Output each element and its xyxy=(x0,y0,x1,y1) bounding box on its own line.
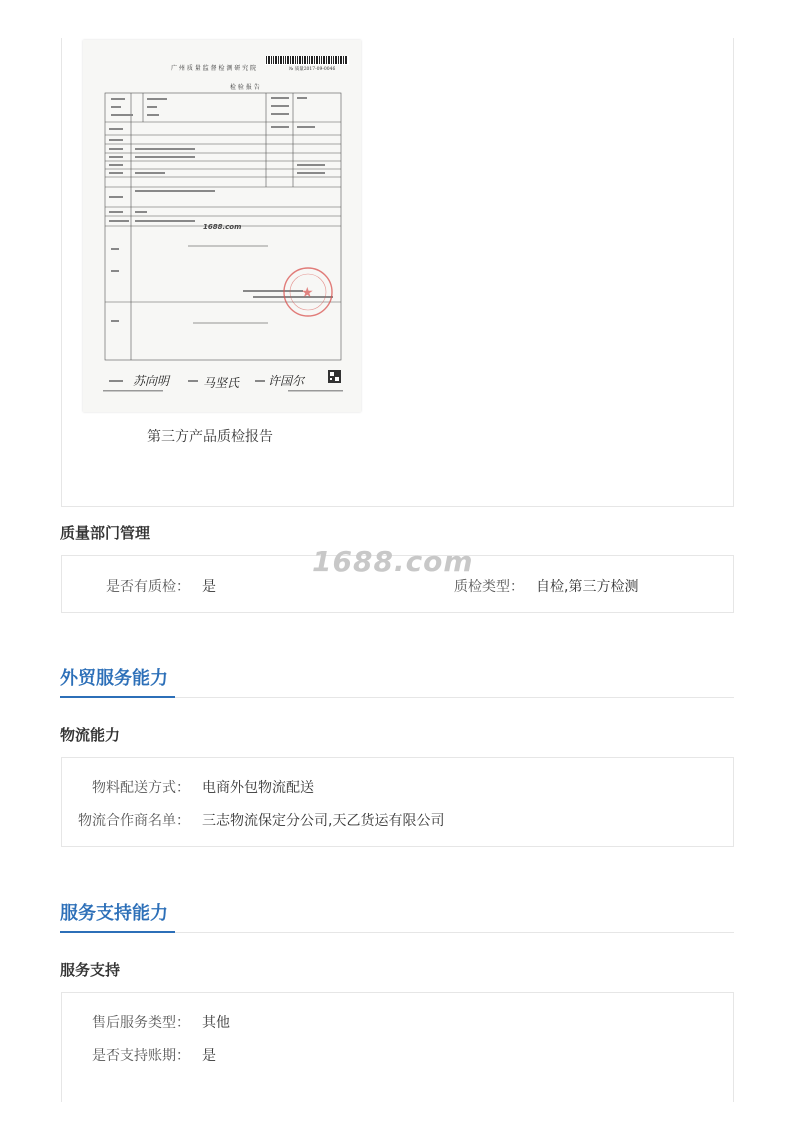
delivery-value: 电商外包物流配送 xyxy=(202,780,314,796)
service-sub-heading: 服务支持 xyxy=(60,961,121,979)
barcode-graphic xyxy=(265,56,349,65)
report-caption: 第三方产品质检报告 xyxy=(147,429,273,445)
logistics-heading: 物流能力 xyxy=(60,726,121,744)
after-sales-value: 其他 xyxy=(202,1015,230,1031)
has-inspection-label: 是否有质检： xyxy=(106,579,190,595)
signature-1: 苏向明 xyxy=(133,374,170,388)
logistics-panel xyxy=(61,757,734,847)
section-underline-2 xyxy=(60,931,175,933)
signature-2: 马坚氏 xyxy=(203,376,240,390)
partners-label: 物流合作商名单： xyxy=(78,813,190,829)
section-underline xyxy=(60,696,175,698)
signatures xyxy=(109,374,306,390)
signature-3: 许国尔 xyxy=(268,374,305,388)
delivery-label: 物料配送方式： xyxy=(92,780,190,796)
inspection-type-value: 自检,第三方检测 xyxy=(536,579,639,595)
after-sales-label: 售后服务类型： xyxy=(92,1015,190,1031)
quality-dept-heading: 质量部门管理 xyxy=(60,524,151,542)
inspection-type-label: 质检类型： xyxy=(454,579,524,595)
inspection-report-image xyxy=(83,40,361,412)
qr-code-icon xyxy=(328,370,341,383)
watermark-1688: 1688.com xyxy=(312,545,474,578)
report-watermark: 1688.com xyxy=(203,223,242,231)
account-period-value: 是 xyxy=(202,1048,216,1064)
report-number: № 质量2017-09-0046 xyxy=(289,67,336,72)
has-inspection-value: 是 xyxy=(202,579,216,595)
account-period-label: 是否支持账期： xyxy=(92,1048,190,1064)
foreign-trade-heading: 外贸服务能力 xyxy=(60,668,168,689)
partners-value: 三志物流保定分公司,天乙货运有限公司 xyxy=(202,813,445,829)
report-header-title: 广 州 质 量 监 督 检 测 研 究 院 xyxy=(171,65,257,72)
svg-text:★: ★ xyxy=(301,285,314,301)
report-doc-title: 检 验 报 告 xyxy=(230,84,260,91)
service-support-heading: 服务支持能力 xyxy=(60,903,168,924)
